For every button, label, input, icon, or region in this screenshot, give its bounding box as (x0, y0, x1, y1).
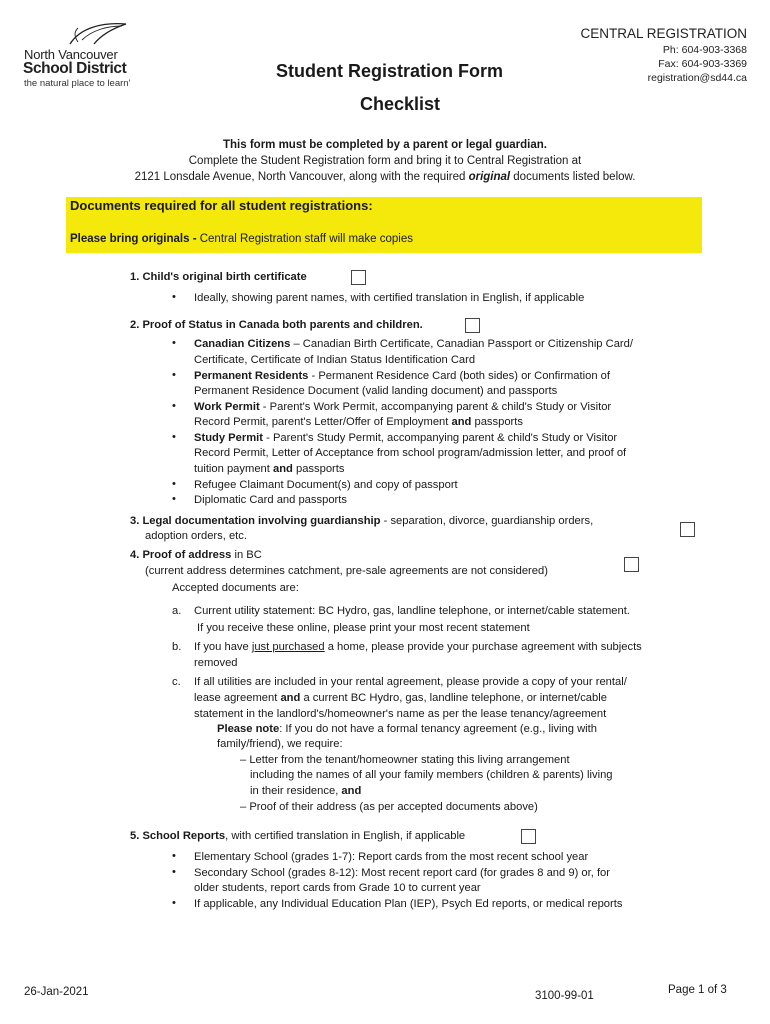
item-2-permanent-residents-cont: Permanent Residence Document (valid landing document) and passports (194, 385, 558, 397)
item-4c-text-2: lease agreement and a current BC Hydro, gas, landline telephone, or internet/cable (194, 692, 607, 704)
item-2-study-permit-cont: Record Permit, Letter of Acceptance from school program/admission letter, and proof of (194, 447, 627, 459)
item-2-work-permit: Work Permit - Parent's Work Permit, accompanying parent & child's Study or Visitor (194, 401, 612, 413)
bullet-icon: • (172, 850, 176, 862)
item-4-catchment-note: (current address determines catchment, pre-sale agreements are not considered) (145, 565, 548, 577)
item-4c-proof: – Proof of their address (as per accepted documents above) (240, 801, 538, 813)
item-4b-text: If you have just purchased a home, please provide your purchase agreement with subjects (194, 641, 642, 653)
item-2-canadian-citizens-cont: Certificate, Certificate of Indian Status Identification Card (194, 354, 476, 366)
bullet-icon: • (172, 866, 176, 878)
item-5-secondary: Secondary School (grades 8-12): Most recent report card (for grades 8 and 9) or, for (194, 867, 611, 879)
bullet-icon: • (172, 337, 176, 349)
intro-line-1: This form must be completed by a parent or legal guardian. (223, 139, 547, 151)
item-1-bullet-1: Ideally, showing parent names, with certified translation in English, if applicable (194, 292, 585, 304)
item-5-iep: If applicable, any Individual Education Plan (IEP), Psych Ed reports, or medical reports (194, 898, 623, 910)
item-2-label: 2. Proof of Status in Canada both parents and children. (130, 319, 423, 331)
checkbox-proof-of-status[interactable] (465, 318, 480, 333)
bullet-icon: • (172, 369, 176, 381)
item-2-study-permit: Study Permit - Parent's Study Permit, accompanying parent & child's Study or Visitor (194, 432, 618, 444)
item-4a-text: Current utility statement: BC Hydro, gas, landline telephone, or internet/cable statement. (194, 605, 630, 617)
item-4b-text-cont: removed (194, 657, 238, 669)
office-name: CENTRAL REGISTRATION (580, 26, 747, 41)
footer-page-number: Page 1 of 3 (668, 984, 727, 996)
bullet-icon: • (172, 431, 176, 443)
bullet-icon: • (172, 493, 176, 505)
item-4c-text-3: statement in the landlord's/homeowner's name as per the lease tenancy/agreement (194, 708, 607, 720)
item-2-diplomatic: Diplomatic Card and passports (194, 494, 347, 506)
checkbox-guardianship[interactable] (680, 522, 695, 537)
bullet-icon: • (172, 478, 176, 490)
item-4c-marker: c. (172, 676, 181, 688)
item-4c-text: If all utilities are included in your rental agreement, please provide a copy of your rental/ (194, 676, 627, 688)
fax-number: Fax: 604-903-3369 (658, 58, 747, 70)
item-5-elementary: Elementary School (grades 1-7): Report cards from the most recent school year (194, 851, 589, 863)
footer-date: 26-Jan-2021 (24, 986, 89, 998)
email-address: registration@sd44.ca (647, 72, 747, 84)
item-2-study-permit-cont-2: tuition payment and passports (194, 463, 345, 475)
footer-form-code: 3100-99-01 (535, 990, 594, 1002)
item-4c-please-note-cont: family/friend), we require: (217, 738, 343, 750)
intro-line-2: Complete the Student Registration form and bring it to Central Registration at (188, 155, 582, 167)
item-5-label: 5. School Reports, with certified translation in English, if applicable (130, 830, 466, 842)
item-4a-text-cont: If you receive these online, please print your most recent statement (197, 622, 530, 634)
item-4c-letter-cont: including the names of all your family members (children & parents) living (250, 769, 613, 781)
item-5-secondary-cont: older students, report cards from Grade 10 to current year (194, 882, 481, 894)
logo-wordmark-line2: School District (23, 60, 127, 77)
item-2-refugee: Refugee Claimant Document(s) and copy of passport (194, 479, 458, 491)
bullet-icon: • (172, 897, 176, 909)
page-subtitle: Checklist (360, 94, 441, 114)
item-4c-please-note: Please note: If you do not have a formal tenancy agreement (e.g., living with (217, 723, 597, 735)
item-4c-letter-cont-2: in their residence, and (250, 785, 362, 797)
checkbox-proof-of-address[interactable] (624, 557, 639, 572)
item-2-permanent-residents: Permanent Residents - Permanent Residence Card (both sides) or Confirmation of (194, 370, 610, 382)
bullet-icon: • (172, 400, 176, 412)
logo-tagline: the natural place to learn' (24, 78, 131, 89)
item-4a-marker: a. (172, 605, 182, 617)
intro-line-3: 2121 Lonsdale Avenue, North Vancouver, along with the required original documents listed below. (134, 171, 636, 183)
item-2-work-permit-cont: Record Permit, parent's Letter/Offer of Employment and passports (194, 416, 523, 428)
checkbox-school-reports[interactable] (521, 829, 536, 844)
banner-heading: Documents required for all student registrations: (70, 198, 373, 213)
item-2-canadian-citizens: Canadian Citizens – Canadian Birth Certificate, Canadian Passport or Citizenship Card/ (194, 338, 633, 350)
item-3-label-cont: adoption orders, etc. (145, 530, 247, 542)
item-4b-marker: b. (172, 641, 182, 653)
item-3-label: 3. Legal documentation involving guardianship - separation, divorce, guardianship orders, (130, 515, 594, 527)
logo-wordmark-line1: North Vancouver (24, 47, 118, 62)
bullet-icon: • (172, 291, 176, 303)
item-4-accepted-heading: Accepted documents are: (172, 582, 299, 594)
item-1-label: 1. Child's original birth certificate (130, 271, 307, 283)
checkbox-birth-certificate[interactable] (351, 270, 366, 285)
phone-number: Ph: 604-903-3368 (662, 44, 747, 56)
page-title: Student Registration Form (276, 61, 504, 81)
banner-subtext: Please bring originals - Central Registration staff will make copies (70, 233, 414, 245)
item-4c-letter: – Letter from the tenant/homeowner stating this living arrangement (240, 754, 570, 766)
item-4-label: 4. Proof of address in BC (130, 549, 262, 561)
